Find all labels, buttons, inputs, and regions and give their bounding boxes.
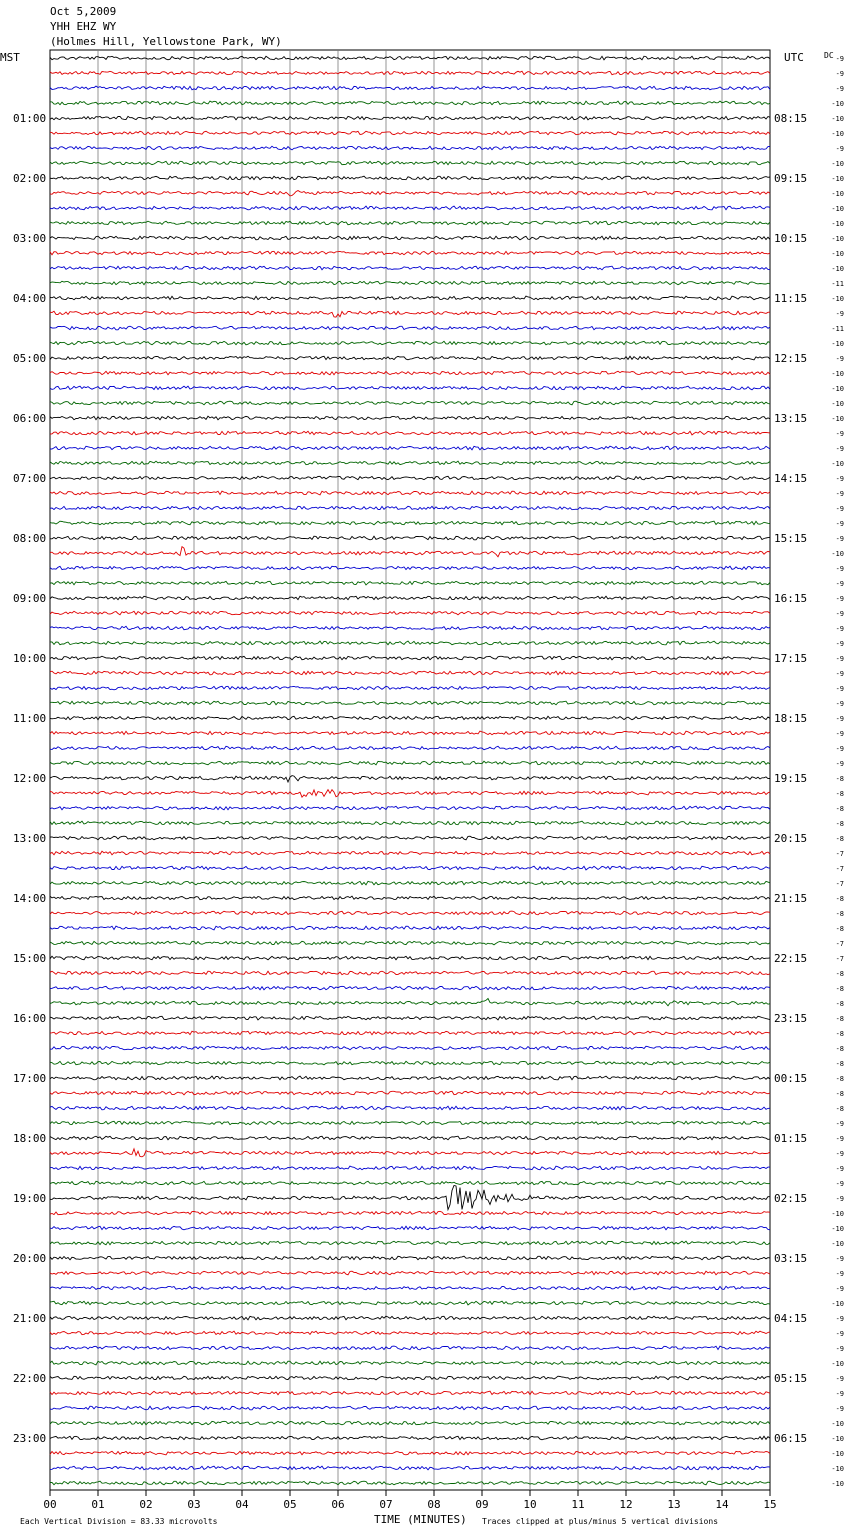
- trace-line: [50, 986, 770, 990]
- dc-offset-label: -9: [835, 1345, 844, 1353]
- dc-offset-label: -9: [835, 1150, 844, 1158]
- trace-line: [50, 1481, 770, 1485]
- right-axis-title: UTC: [784, 51, 804, 64]
- trace-line: [50, 536, 770, 540]
- x-tick-label: 06: [331, 1498, 345, 1511]
- dc-offset-label: -10: [831, 190, 844, 198]
- dc-offset-label: -9: [835, 1375, 844, 1383]
- trace-line: [50, 956, 770, 960]
- trace-line: [50, 131, 770, 135]
- dc-offset-label: -9: [835, 610, 844, 618]
- dc-offset-label: -8: [835, 820, 844, 828]
- trace-line: [50, 341, 770, 345]
- mst-hour-label: 22:00: [13, 1372, 47, 1385]
- dc-offset-label: -9: [835, 505, 844, 513]
- dc-offset-label: -10: [831, 1450, 844, 1458]
- trace-line: [50, 86, 770, 90]
- mst-hour-label: 18:00: [13, 1132, 47, 1145]
- dc-offset-label: -8: [835, 805, 844, 813]
- trace-line: [50, 1166, 770, 1170]
- dc-offset-label: -10: [831, 235, 844, 243]
- left-axis-title: MST: [0, 51, 20, 64]
- dc-offset-label: -10: [831, 1225, 844, 1233]
- mst-hour-label: 04:00: [13, 292, 47, 305]
- dc-offset-label: -9: [835, 1270, 844, 1278]
- trace-line: [50, 1106, 770, 1110]
- dc-offset-label: -9: [835, 1330, 844, 1338]
- dc-offset-label: -9: [835, 1135, 844, 1143]
- trace-line: [50, 1149, 770, 1157]
- mst-hour-label: 23:00: [13, 1432, 47, 1445]
- dc-offset-label: -10: [831, 175, 844, 183]
- x-axis-ticks: [43, 1490, 776, 1511]
- utc-hour-label: 17:15: [774, 652, 808, 665]
- dc-offset-label: -9: [835, 1285, 844, 1293]
- dc-offset-label: -9: [835, 640, 844, 648]
- utc-hour-label: 15:15: [774, 532, 808, 545]
- dc-offset-label: -9: [835, 1255, 844, 1263]
- utc-hour-label: 00:15: [774, 1072, 808, 1085]
- dc-offset-label: -7: [835, 865, 844, 873]
- x-tick-label: 05: [283, 1498, 297, 1511]
- header-location: (Holmes Hill, Yellowstone Park, WY): [50, 35, 282, 48]
- trace-line: [50, 56, 770, 60]
- utc-hour-label: 03:15: [774, 1252, 808, 1265]
- mst-hour-label: 07:00: [13, 472, 47, 485]
- trace-line: [50, 1226, 770, 1230]
- mst-hour-label: 09:00: [13, 592, 47, 605]
- trace-line: [50, 881, 770, 885]
- dc-offset-label: -8: [835, 925, 844, 933]
- mst-hour-label: 13:00: [13, 832, 47, 845]
- dc-offset-label: -9: [835, 715, 844, 723]
- dc-offset-label: -10: [831, 340, 844, 348]
- dc-offset-label: -10: [831, 220, 844, 228]
- trace-line: [50, 1301, 770, 1305]
- dc-offset-label: -8: [835, 1015, 844, 1023]
- header-date: Oct 5,2009: [50, 5, 117, 18]
- dc-offset-label: -7: [835, 955, 844, 963]
- dc-offset-label: -9: [835, 445, 844, 453]
- dc-offset-label: -9: [835, 760, 844, 768]
- mst-hour-label: 02:00: [13, 172, 47, 185]
- trace-line: [50, 1031, 770, 1035]
- trace-line: [50, 1136, 770, 1140]
- mst-hour-label: 16:00: [13, 1012, 47, 1025]
- mst-hour-label: 03:00: [13, 232, 47, 245]
- dc-offset-label: -9: [835, 490, 844, 498]
- dc-offset-label: -9: [835, 1195, 844, 1203]
- x-tick-label: 07: [379, 1498, 393, 1511]
- utc-hour-label: 02:15: [774, 1192, 808, 1205]
- mst-hour-label: 19:00: [13, 1192, 47, 1205]
- trace-line: [50, 1376, 770, 1380]
- trace-line: [50, 161, 770, 165]
- x-tick-label: 11: [571, 1498, 585, 1511]
- dc-offset-label: -9: [835, 145, 844, 153]
- x-tick-label: 00: [43, 1498, 57, 1511]
- utc-hour-label: 01:15: [774, 1132, 808, 1145]
- utc-hour-label: 23:15: [774, 1012, 808, 1025]
- utc-hour-label: 19:15: [774, 772, 808, 785]
- trace-line: [50, 371, 770, 375]
- dc-offset-label: -8: [835, 1075, 844, 1083]
- dc-offset-label: -9: [835, 595, 844, 603]
- trace-line: [50, 1256, 770, 1260]
- dc-offset-label: -10: [831, 295, 844, 303]
- dc-offset-label: -8: [835, 895, 844, 903]
- trace-line: [50, 1331, 770, 1335]
- x-tick-label: 10: [523, 1498, 537, 1511]
- trace-line: [50, 1316, 770, 1320]
- dc-label: DC: [824, 51, 834, 60]
- trace-line: [50, 446, 770, 450]
- mst-hour-label: 20:00: [13, 1252, 47, 1265]
- traces: [50, 56, 770, 1485]
- trace-line: [50, 1361, 770, 1365]
- mst-hour-label: 08:00: [13, 532, 47, 545]
- trace-line: [50, 1451, 770, 1455]
- trace-line: [50, 1391, 770, 1395]
- x-tick-label: 09: [475, 1498, 489, 1511]
- trace-line: [50, 1016, 770, 1020]
- mst-hour-label: 11:00: [13, 712, 47, 725]
- trace-line: [50, 1061, 770, 1065]
- dc-offset-label: -10: [831, 1360, 844, 1368]
- dc-offset-label: -8: [835, 1030, 844, 1038]
- dc-offset-label: -9: [835, 1315, 844, 1323]
- dc-offset-label: -9: [835, 670, 844, 678]
- utc-hour-label: 11:15: [774, 292, 808, 305]
- dc-offset-label: -10: [831, 1435, 844, 1443]
- trace-line: [50, 1211, 770, 1215]
- trace-line: [50, 911, 770, 915]
- trace-line: [50, 356, 770, 360]
- mst-hour-label: 01:00: [13, 112, 47, 125]
- dc-offset-label: -9: [835, 430, 844, 438]
- trace-line: [50, 1186, 770, 1210]
- dc-offset-label: -8: [835, 775, 844, 783]
- trace-line: [50, 926, 770, 930]
- trace-line: [50, 71, 770, 75]
- trace-line: [50, 596, 770, 600]
- utc-hour-label: 18:15: [774, 712, 808, 725]
- trace-line: [50, 1271, 770, 1275]
- dc-offset-label: -10: [831, 250, 844, 258]
- dc-offset-label: -10: [831, 400, 844, 408]
- dc-offset-label: -8: [835, 1090, 844, 1098]
- trace-line: [50, 626, 770, 630]
- dc-offset-label: -9: [835, 745, 844, 753]
- trace-line: [50, 581, 770, 585]
- mst-hour-label: 15:00: [13, 952, 47, 965]
- dc-offset-label: -8: [835, 790, 844, 798]
- x-tick-label: 02: [139, 1498, 153, 1511]
- trace-line: [50, 1286, 770, 1290]
- trace-line: [50, 416, 770, 420]
- dc-offset-label: -9: [835, 655, 844, 663]
- trace-line: [50, 821, 770, 825]
- dc-offset-label: -9: [835, 565, 844, 573]
- utc-hour-label: 06:15: [774, 1432, 808, 1445]
- trace-line: [50, 1406, 770, 1410]
- trace-line: [50, 971, 770, 975]
- dc-offset-label: -10: [831, 130, 844, 138]
- trace-line: [50, 1046, 770, 1050]
- x-tick-label: 15: [763, 1498, 777, 1511]
- trace-line: [50, 506, 770, 510]
- utc-hour-label: 04:15: [774, 1312, 808, 1325]
- trace-line: [50, 776, 770, 782]
- utc-hour-label: 14:15: [774, 472, 808, 485]
- dc-offset-label: -10: [831, 205, 844, 213]
- trace-line: [50, 176, 770, 180]
- trace-line: [50, 521, 770, 525]
- trace-line: [50, 701, 770, 705]
- dc-offset-label: -9: [835, 535, 844, 543]
- trace-line: [50, 836, 770, 840]
- grid: [50, 50, 770, 1490]
- utc-hour-label: 09:15: [774, 172, 808, 185]
- dc-offset-label: -10: [831, 160, 844, 168]
- trace-line: [50, 1076, 770, 1080]
- x-tick-label: 01: [91, 1498, 105, 1511]
- dc-offset-label: -9: [835, 1120, 844, 1128]
- dc-offset-label: -8: [835, 1060, 844, 1068]
- trace-line: [50, 326, 770, 330]
- dc-offset-label: -8: [835, 1000, 844, 1008]
- dc-offset-label: -10: [831, 550, 844, 558]
- x-tick-label: 03: [187, 1498, 201, 1511]
- trace-line: [50, 116, 770, 120]
- dc-offset-label: -10: [831, 115, 844, 123]
- utc-hour-label: 10:15: [774, 232, 808, 245]
- trace-line: [50, 296, 770, 300]
- dc-offset-label: -7: [835, 850, 844, 858]
- dc-offset-label: -9: [835, 85, 844, 93]
- trace-line: [50, 547, 770, 557]
- trace-line: [50, 641, 770, 645]
- trace-line: [50, 1091, 770, 1095]
- dc-offset-label: -10: [831, 265, 844, 273]
- dc-offset-label: -11: [831, 280, 844, 288]
- trace-line: [50, 896, 770, 900]
- dc-offset-label: -9: [835, 1165, 844, 1173]
- trace-line: [50, 236, 770, 240]
- dc-offset-label: -8: [835, 1045, 844, 1053]
- dc-offset-labels: [831, 55, 844, 1488]
- mst-hour-label: 10:00: [13, 652, 47, 665]
- utc-hour-label: 16:15: [774, 592, 808, 605]
- dc-offset-label: -7: [835, 940, 844, 948]
- x-tick-label: 13: [667, 1498, 681, 1511]
- dc-offset-label: -8: [835, 835, 844, 843]
- utc-hour-label: 20:15: [774, 832, 808, 845]
- trace-line: [50, 431, 770, 435]
- dc-offset-label: -10: [831, 1240, 844, 1248]
- trace-line: [50, 566, 770, 570]
- x-tick-label: 08: [427, 1498, 441, 1511]
- utc-hour-label: 05:15: [774, 1372, 808, 1385]
- dc-offset-label: -9: [835, 730, 844, 738]
- trace-line: [50, 386, 770, 390]
- mst-hour-label: 05:00: [13, 352, 47, 365]
- trace-line: [50, 656, 770, 660]
- mst-labels: [13, 112, 46, 1445]
- trace-line: [50, 221, 770, 225]
- trace-line: [50, 476, 770, 480]
- trace-line: [50, 251, 770, 255]
- dc-offset-label: -9: [835, 55, 844, 63]
- dc-offset-label: -9: [835, 1405, 844, 1413]
- trace-line: [50, 101, 770, 105]
- dc-offset-label: -9: [835, 685, 844, 693]
- header-station: YHH EHZ WY: [50, 20, 117, 33]
- dc-offset-label: -10: [831, 460, 844, 468]
- trace-line: [50, 311, 770, 317]
- trace-line: [50, 731, 770, 735]
- utc-labels: [774, 112, 807, 1445]
- scale-note: Each Vertical Division = 83.33 microvolts: [20, 1517, 218, 1526]
- dc-offset-label: -9: [835, 700, 844, 708]
- dc-offset-label: -9: [835, 580, 844, 588]
- utc-hour-label: 22:15: [774, 952, 808, 965]
- dc-offset-label: -9: [835, 1390, 844, 1398]
- dc-offset-label: -9: [835, 310, 844, 318]
- x-tick-label: 12: [619, 1498, 633, 1511]
- trace-line: [50, 461, 770, 465]
- dc-offset-label: -10: [831, 1300, 844, 1308]
- plot-frame: [50, 50, 770, 1490]
- clip-note: Traces clipped at plus/minus 5 vertical divisions: [482, 1517, 719, 1526]
- mst-hour-label: 17:00: [13, 1072, 47, 1085]
- dc-offset-label: -8: [835, 910, 844, 918]
- trace-line: [50, 761, 770, 765]
- trace-line: [50, 206, 770, 210]
- trace-line: [50, 266, 770, 270]
- trace-line: [50, 941, 770, 945]
- dc-offset-label: -9: [835, 355, 844, 363]
- x-tick-label: 14: [715, 1498, 729, 1511]
- trace-line: [50, 1241, 770, 1245]
- dc-offset-label: -9: [835, 1180, 844, 1188]
- dc-offset-label: -10: [831, 370, 844, 378]
- x-tick-label: 04: [235, 1498, 249, 1511]
- dc-offset-label: -9: [835, 520, 844, 528]
- trace-line: [50, 716, 770, 720]
- dc-offset-label: -10: [831, 1480, 844, 1488]
- trace-line: [50, 1346, 770, 1350]
- mst-hour-label: 14:00: [13, 892, 47, 905]
- utc-hour-label: 13:15: [774, 412, 808, 425]
- dc-offset-label: -9: [835, 475, 844, 483]
- trace-line: [50, 491, 770, 495]
- trace-line: [50, 866, 770, 870]
- trace-line: [50, 1421, 770, 1425]
- trace-line: [50, 851, 770, 855]
- dc-offset-label: -8: [835, 985, 844, 993]
- dc-offset-label: -10: [831, 1210, 844, 1218]
- trace-line: [50, 1466, 770, 1470]
- dc-offset-label: -10: [831, 100, 844, 108]
- mst-hour-label: 21:00: [13, 1312, 47, 1325]
- trace-line: [50, 806, 770, 810]
- trace-line: [50, 790, 770, 798]
- trace-line: [50, 611, 770, 615]
- trace-line: [50, 671, 770, 675]
- trace-line: [50, 191, 770, 196]
- mst-hour-label: 12:00: [13, 772, 47, 785]
- mst-hour-label: 06:00: [13, 412, 47, 425]
- dc-offset-label: -8: [835, 970, 844, 978]
- trace-line: [50, 1436, 770, 1440]
- trace-line: [50, 1121, 770, 1125]
- dc-offset-label: -10: [831, 1465, 844, 1473]
- dc-offset-label: -11: [831, 325, 844, 333]
- trace-line: [50, 281, 770, 285]
- dc-offset-label: -10: [831, 415, 844, 423]
- dc-offset-label: -9: [835, 70, 844, 78]
- trace-line: [50, 999, 770, 1006]
- trace-line: [50, 686, 770, 690]
- dc-offset-label: -9: [835, 625, 844, 633]
- utc-hour-label: 21:15: [774, 892, 808, 905]
- x-axis-label: TIME (MINUTES): [374, 1513, 467, 1526]
- dc-offset-label: -7: [835, 880, 844, 888]
- dc-offset-label: -10: [831, 385, 844, 393]
- trace-line: [50, 746, 770, 750]
- trace-line: [50, 146, 770, 150]
- trace-line: [50, 401, 770, 405]
- dc-offset-label: -10: [831, 1420, 844, 1428]
- dc-offset-label: -8: [835, 1105, 844, 1113]
- trace-line: [50, 1181, 770, 1185]
- utc-hour-label: 08:15: [774, 112, 808, 125]
- utc-hour-label: 12:15: [774, 352, 808, 365]
